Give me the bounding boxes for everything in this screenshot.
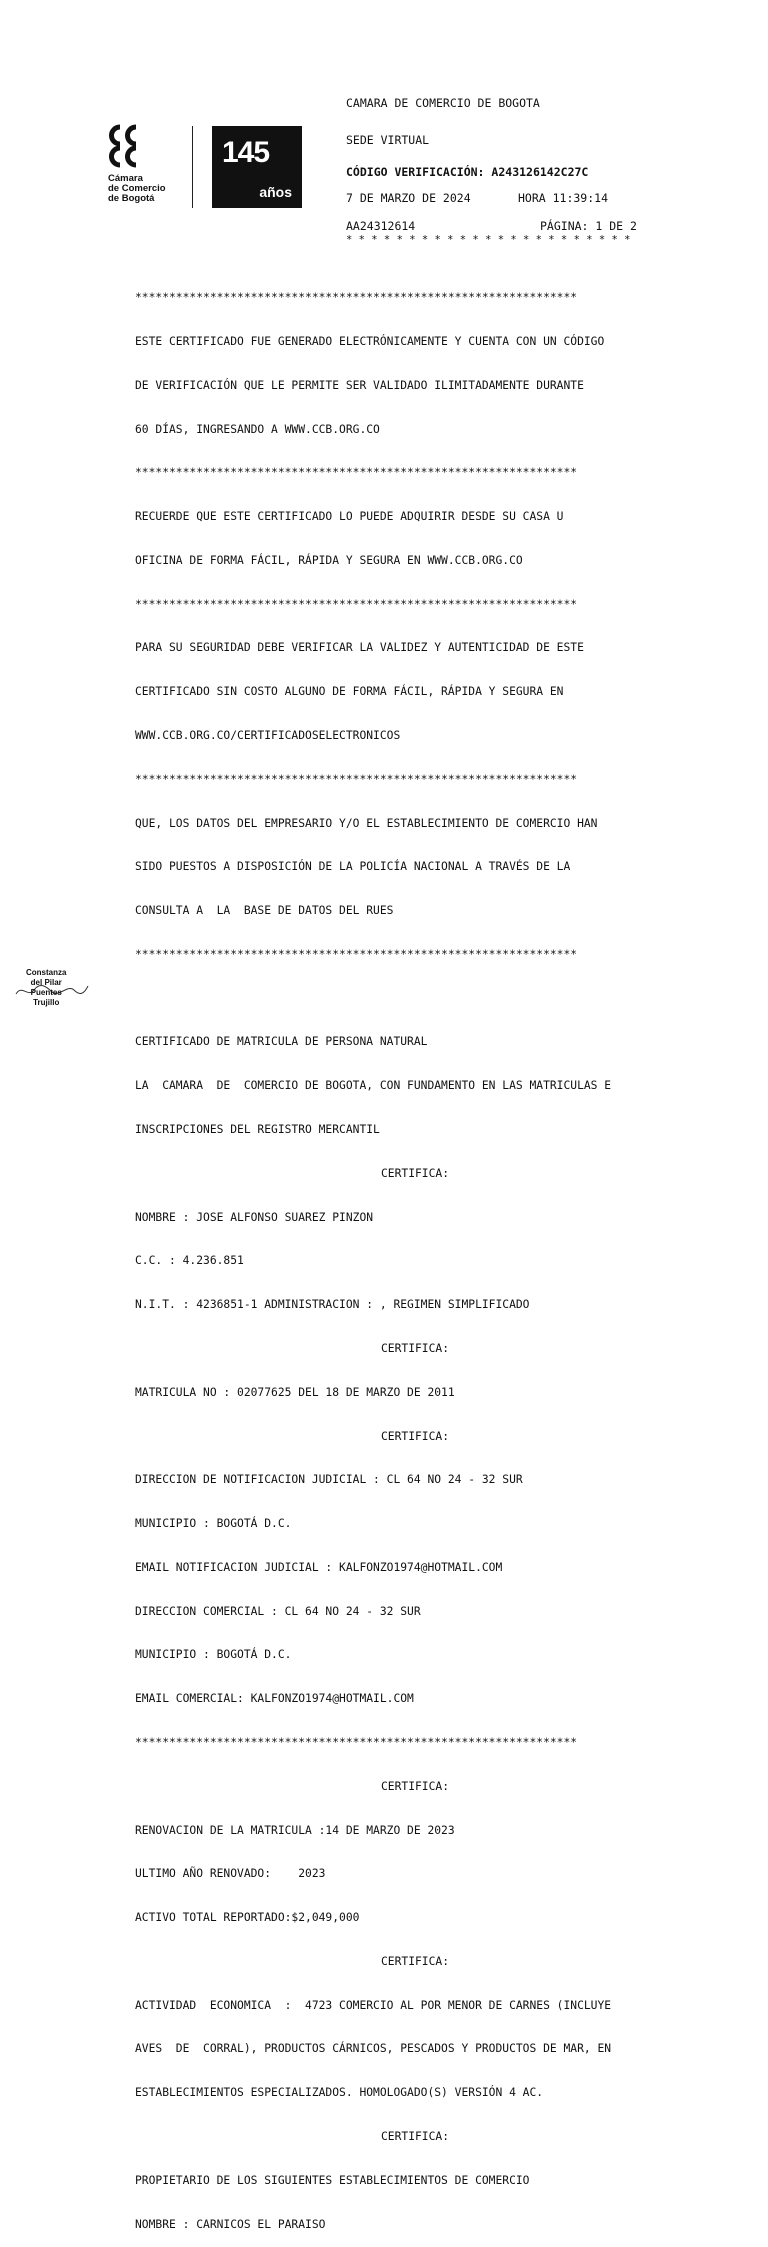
- certifica-heading: CERTIFICA:: [380, 1954, 449, 1968]
- body-line: C.C. : 4.236.851: [135, 1254, 244, 1268]
- body-line: N.I.T. : 4236851-1 ADMINISTRACION : , REGIMEN SIMPLIFICADO: [135, 1298, 530, 1312]
- body-line: RENOVACION DE LA MATRICULA :14 DE MARZO DE 2023: [135, 1823, 455, 1837]
- body-line: ULTIMO AÑO RENOVADO: 2023: [135, 1867, 326, 1881]
- body-line: MUNICIPIO : BOGOTÁ D.C.: [135, 1517, 292, 1531]
- notice-line: QUE, LOS DATOS DEL EMPRESARIO Y/O EL ESTABLECIMIENTO DE COMERCIO HAN: [135, 816, 598, 830]
- badge-number: 145: [222, 136, 270, 169]
- ccb-name-line: de Bogotá: [108, 193, 155, 204]
- body-line: EMAIL NOTIFICACION JUDICIAL : KALFONZO1974@HOTMAIL.COM: [135, 1560, 503, 1574]
- signature-name: [26, 968, 66, 1008]
- star-divider: *****************************************************************: [135, 772, 578, 786]
- header-ref: AA24312614: [346, 219, 416, 233]
- body-line: NOMBRE : CARNICOS EL PARAISO: [135, 2217, 326, 2231]
- logo-divider: [192, 126, 193, 208]
- body-line: EMAIL COMERCIAL: KALFONZO1974@HOTMAIL.COM: [135, 1692, 414, 1706]
- signature-line: Puentes: [30, 988, 62, 997]
- header-sede: SEDE VIRTUAL: [346, 133, 430, 147]
- verification-code: [346, 165, 588, 179]
- body-line: DIRECCION DE NOTIFICACION JUDICIAL : CL 64 NO 24 - 32 SUR: [135, 1473, 523, 1487]
- ccb-mark-icon: [108, 124, 156, 168]
- certifica-heading: CERTIFICA:: [380, 1779, 449, 1793]
- certifica-heading: CERTIFICA:: [380, 2130, 449, 2143]
- body-line: NOMBRE : JOSE ALFONSO SUAREZ PINZON: [135, 1210, 374, 1224]
- signature-line: Trujillo: [33, 998, 60, 1007]
- certificate-body: [135, 262, 695, 2247]
- signature-stamp: [10, 968, 90, 1012]
- star-divider: *****************************************************************: [135, 597, 578, 611]
- notice-line: CONSULTA A LA BASE DE DATOS DEL RUES: [135, 904, 394, 918]
- star-divider: *****************************************************************: [135, 1735, 578, 1749]
- certifica-heading: CERTIFICA:: [380, 1341, 449, 1355]
- notice-line: RECUERDE QUE ESTE CERTIFICADO LO PUEDE ADQUIRIR DESDE SU CASA U: [135, 510, 564, 524]
- notice-line: WWW.CCB.ORG.CO/CERTIFICADOSELECTRONICOS: [135, 729, 401, 742]
- body-line: ACTIVIDAD ECONOMICA : 4723 COMERCIO AL POR MENOR DE CARNES (INCLUYE: [135, 1998, 612, 2012]
- notice-line: SIDO PUESTOS A DISPOSICIÓN DE LA POLICÍA NACIONAL A TRAVÉS DE LA: [135, 860, 571, 874]
- body-line: MATRICULA NO : 02077625 DEL 18 DE MARZO DE 2011: [135, 1385, 455, 1399]
- signature-line: del Pilar: [30, 978, 62, 987]
- header-date: 7 DE MARZO DE 2024: [346, 191, 471, 205]
- verification-code-value: A243126142C27C: [491, 165, 589, 179]
- notice-line: CERTIFICADO SIN COSTO ALGUNO DE FORMA FÁCIL, RÁPIDA Y SEGURA EN: [135, 685, 564, 699]
- anniversary-badge: [212, 126, 302, 208]
- body-line: ESTABLECIMIENTOS ESPECIALIZADOS. HOMOLOGADO(S) VERSIÓN 4 AC.: [135, 2086, 544, 2100]
- ccb-name: [108, 174, 166, 204]
- body-line: MUNICIPIO : BOGOTÁ D.C.: [135, 1648, 292, 1662]
- star-divider: *****************************************************************: [135, 947, 578, 961]
- intro-line: INSCRIPCIONES DEL REGISTRO MERCANTIL: [135, 1123, 380, 1137]
- certifica-heading: CERTIFICA:: [380, 1166, 449, 1180]
- star-divider: *****************************************************************: [135, 466, 578, 480]
- body-line: ACTIVO TOTAL REPORTADO:$2,049,000: [135, 1911, 360, 1925]
- intro-line: CERTIFICADO DE MATRICULA DE PERSONA NATURAL: [135, 1035, 428, 1049]
- signature-line: Constanza: [26, 968, 67, 977]
- header-stars: * * * * * * * * * * * * * * * * * * * * * * *: [346, 234, 631, 246]
- intro-line: LA CAMARA DE COMERCIO DE BOGOTA, CON FUNDAMENTO EN LAS MATRICULAS E: [135, 1079, 612, 1093]
- notice-line: OFICINA DE FORMA FÁCIL, RÁPIDA Y SEGURA EN WWW.CCB.ORG.CO: [135, 553, 523, 567]
- notice-line: 60 DÍAS, INGRESANDO A WWW.CCB.ORG.CO: [135, 422, 380, 436]
- certifica-heading: CERTIFICA:: [380, 1429, 449, 1443]
- verification-code-label: CÓDIGO VERIFICACIÓN:: [346, 165, 485, 179]
- header-org: CAMARA DE COMERCIO DE BOGOTA: [346, 96, 540, 110]
- notice-line: DE VERIFICACIÓN QUE LE PERMITE SER VALIDADO ILIMITADAMENTE DURANTE: [135, 378, 584, 392]
- spacer: [135, 992, 695, 1007]
- header-time: HORA 11:39:14: [518, 191, 609, 205]
- ccb-logo: [108, 124, 308, 214]
- body-line: AVES DE CORRAL), PRODUCTOS CÁRNICOS, PESCADOS Y PRODUCTOS DE MAR, EN: [135, 2042, 612, 2056]
- ccb-name-line: de Comercio: [108, 183, 166, 194]
- notice-line: ESTE CERTIFICADO FUE GENERADO ELECTRÓNICAMENTE Y CUENTA CON UN CÓDIGO: [135, 334, 605, 348]
- header-page: PÁGINA: 1 DE 2: [540, 219, 637, 233]
- notice-line: PARA SU SEGURIDAD DEBE VERIFICAR LA VALIDEZ Y AUTENTICIDAD DE ESTE: [135, 641, 584, 655]
- body-line: PROPIETARIO DE LOS SIGUIENTES ESTABLECIMIENTOS DE COMERCIO: [135, 2173, 530, 2187]
- body-line: DIRECCION COMERCIAL : CL 64 NO 24 - 32 SUR: [135, 1604, 421, 1618]
- star-divider: *****************************************************************: [135, 291, 578, 305]
- ccb-name-line: Cámara: [108, 173, 143, 184]
- badge-word: años: [259, 184, 292, 200]
